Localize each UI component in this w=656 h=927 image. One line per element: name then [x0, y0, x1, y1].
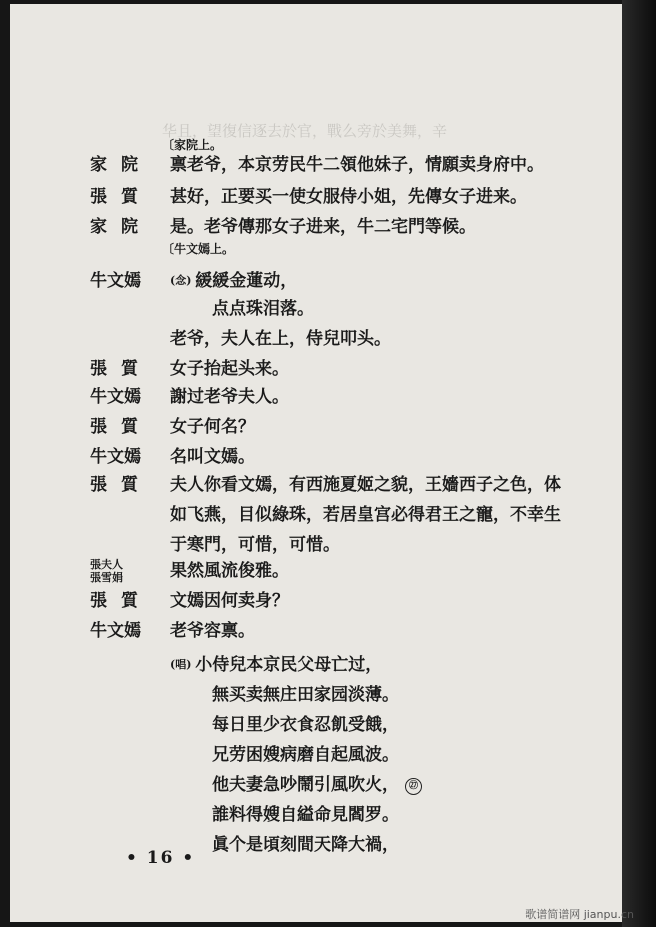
dialogue-text: 于寒門，可惜，可惜。 [170, 535, 340, 555]
dialogue-text: 禀老爷，本京劳民牛二領他妹子，情願卖身府中。 [170, 155, 544, 175]
dialogue-text: 文嫣因何卖身？ [170, 591, 289, 611]
bleed-through-text: 华且，望復信逐去於官，戰么旁於美舞，辛 [162, 122, 448, 140]
book-page [10, 4, 632, 922]
dialogue-text: 老爷容禀。 [170, 621, 255, 641]
speaker-name: 牛文嫣 [90, 271, 141, 291]
dialogue-text: 老爷，夫人在上，侍兒叩头。 [170, 329, 391, 349]
book-spine [622, 0, 656, 927]
speaker-name: 家院 [90, 217, 152, 237]
stage-direction: 〔家院上。 [162, 138, 223, 152]
speaker-name: 張質 [90, 417, 152, 437]
speaker-name: 張雪娟 [90, 571, 123, 584]
dialogue-text: (唱) 小侍兒本京民父母亡过， [170, 655, 383, 675]
speaker-name: 家院 [90, 155, 152, 175]
speaker-name: 張質 [90, 475, 152, 495]
speaker-name: 牛文嫣 [90, 621, 141, 641]
watermark: 歌谱简谱网 jianpu.cn [525, 908, 634, 921]
performance-mark: (念) [170, 274, 196, 287]
speaker-name: 張質 [90, 187, 152, 207]
speaker-name: 牛文嫣 [90, 387, 141, 407]
dialogue-text: 甚好，正要买一使女服侍小姐，先傳女子进来。 [170, 187, 527, 207]
dialogue-text: (念) 緩緩金蓮动， [170, 271, 298, 291]
page-number: • 16 • [126, 848, 196, 868]
dialogue-text: 女子抬起头来。 [170, 359, 289, 379]
speaker-name: 張夫人 [90, 558, 123, 571]
footnote-marker: ㉗ [405, 778, 422, 795]
dialogue-text: 如飞燕，目似綠珠，若居皇宫必得君王之寵，不幸生 [170, 505, 561, 525]
dialogue-text: 誰料得嫂自縊命見閻罗。 [212, 805, 399, 825]
dialogue-text: 夫人你看文嫣，有西施夏姬之貌，王嬙西子之色，体 [170, 475, 561, 495]
stage-direction: 〔牛文嫣上。 [162, 242, 235, 256]
dialogue-text: 每日里少衣食忍飢受餓， [212, 715, 399, 735]
dialogue-text: 兄劳困嫂病磨自起風波。 [212, 745, 399, 765]
speaker-name: 張質 [90, 591, 152, 611]
dialogue-text: 名叫文嫣。 [170, 447, 255, 467]
performance-mark: (唱) [170, 658, 196, 671]
dialogue-text: 謝过老爷夫人。 [170, 387, 289, 407]
dialogue-text: 女子何名？ [170, 417, 255, 437]
dialogue-text: 点点珠泪落。 [212, 299, 314, 319]
speaker-name: 張質 [90, 359, 152, 379]
dual-speaker [90, 558, 123, 584]
dialogue-text: 眞个是頃刻間天降大禍， [212, 835, 399, 855]
dialogue-text: 是。老爷傳那女子进来，牛二宅門等候。 [170, 217, 476, 237]
dialogue-text: 無买卖無庄田家园淡薄。 [212, 685, 399, 705]
speaker-name: 牛文嫣 [90, 447, 141, 467]
dialogue-text: 他夫妻急吵鬧引風吹火， ㉗ [212, 770, 422, 800]
dialogue-text: 果然風流俊雅。 [170, 561, 289, 581]
